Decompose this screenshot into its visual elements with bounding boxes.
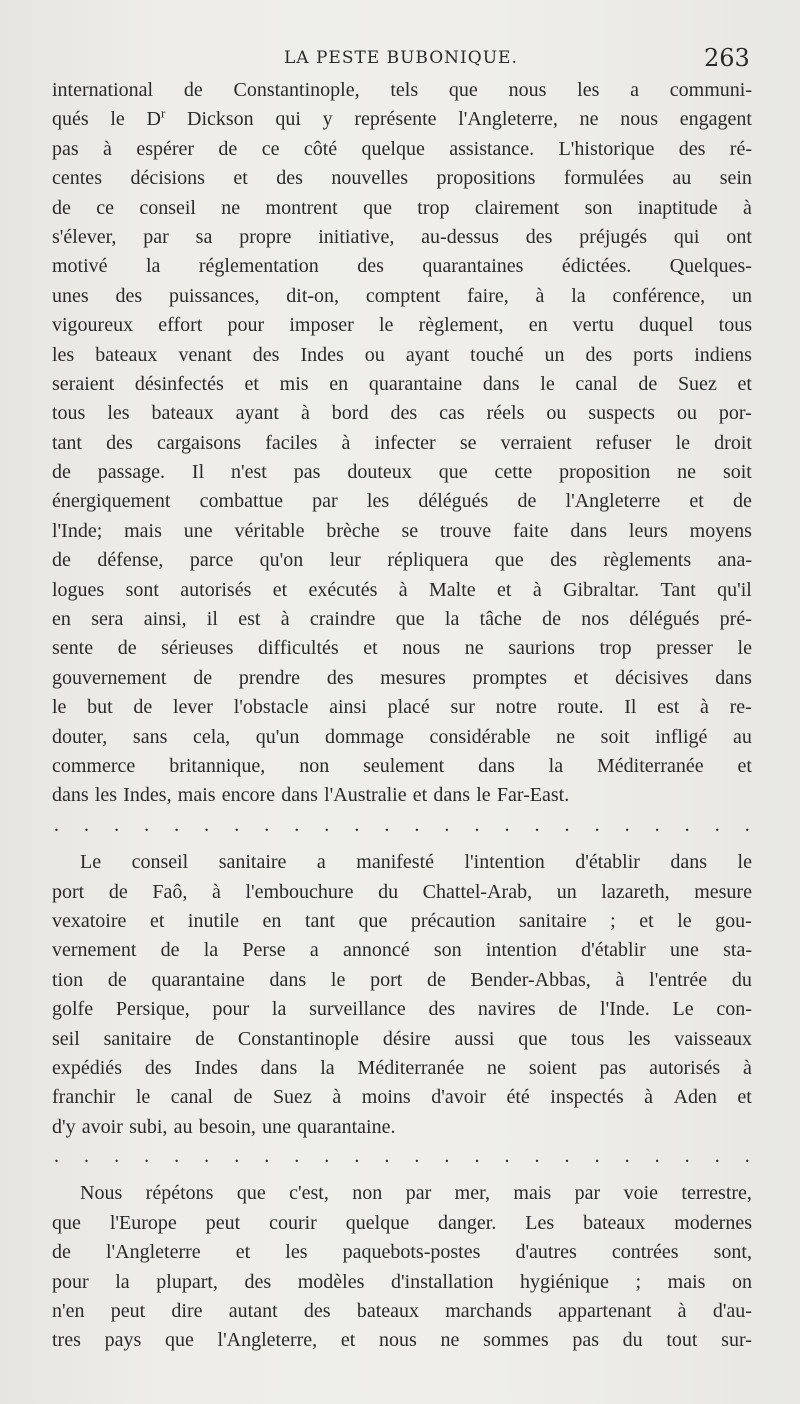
text-line: de ce conseil ne montrent que trop clairement son inaptitude à — [52, 196, 752, 219]
separator-dots-2: . . . . . . . . . . . . . . . . . . . . . . . . — [54, 1145, 750, 1168]
text-line: douter, sans cela, qu'un dommage considérable ne soit infligé au — [52, 725, 752, 748]
paragraph-1 — [52, 76, 752, 811]
text-line: vernement de la Perse a annoncé son intention d'établir une sta- — [52, 939, 752, 962]
running-title: LA PESTE BUBONIQUE. — [284, 48, 518, 68]
text-line: en sera ainsi, il est à craindre que la tâche de nos délégués pré- — [52, 608, 752, 631]
text-line: d'y avoir subi, au besoin, une quarantaine. — [52, 1115, 396, 1138]
text-line: énergiquement combattue par les délégués de l'Angleterre et de — [52, 490, 752, 513]
text-line: de l'Angleterre et les paquebots-postes d'autres contrées sont, — [52, 1241, 752, 1264]
text-line: franchir le canal de Suez à moins d'avoir été inspectés à Aden et — [52, 1086, 752, 1109]
text-line: pas à espérer de ce côté quelque assistance. L'historique des ré- — [52, 137, 752, 160]
text-line: de passage. Il n'est pas douteux que cette proposition ne soit — [52, 461, 752, 484]
body-text — [52, 76, 752, 1356]
text-line: tion de quarantaine dans le port de Bender-Abbas, à l'entrée du — [52, 968, 752, 991]
text-line: seraient désinfectés et mis en quarantaine dans le canal de Suez et — [52, 372, 752, 395]
text-line: sente de sérieuses difficultés et nous ne saurions trop presser le — [52, 637, 752, 660]
text-line: tant des cargaisons faciles à infecter se verraient refuser le droit — [52, 431, 752, 454]
text-line: vexatoire et inutile en tant que précaution sanitaire ; et le gou- — [52, 909, 752, 932]
text-line: tres pays que l'Angleterre, et nous ne sommes pas du tout sur- — [52, 1329, 752, 1352]
text-line: l'Inde; mais une véritable brèche se trouve faite dans leurs moyens — [52, 519, 752, 542]
text-line: centes décisions et des nouvelles propositions formulées au sein — [52, 167, 752, 190]
text-line: commerce britannique, non seulement dans la Méditerranée et — [52, 754, 752, 777]
text-line: de défense, parce qu'on leur répliquera que des règlements ana- — [52, 549, 752, 572]
text-line: gouvernement de prendre des mesures promptes et décisives dans — [52, 666, 752, 689]
text-line: logues sont autorisés et exécutés à Malte et à Gibraltar. Tant qu'il — [52, 578, 752, 601]
page-header — [0, 44, 800, 74]
text-line: port de Faô, à l'embouchure du Chattel-Arab, un lazareth, mesure — [52, 880, 752, 903]
text-line: n'en peut dire autant des bateaux marchands appartenant à d'au- — [52, 1300, 752, 1323]
separator-dots-1: . . . . . . . . . . . . . . . . . . . . . . . . — [54, 813, 750, 836]
text-line: que l'Europe peut courir quelque danger. Les bateaux modernes — [52, 1211, 752, 1234]
text-line: seil sanitaire de Constantinople désire aussi que tous les vaisseaux — [52, 1027, 752, 1050]
text-line: unes des puissances, dit-on, comptent faire, à la conférence, un — [52, 284, 752, 307]
text-line: s'élever, par sa propre initiative, au-dessus des préjugés qui ont — [52, 225, 752, 248]
text-line: Nous répétons que c'est, non par mer, mais par voie terrestre, — [80, 1182, 752, 1205]
text-line: motivé la réglementation des quarantaines édictées. Quelques- — [52, 255, 752, 278]
text-line: golfe Persique, pour la surveillance des navires de l'Inde. Le con- — [52, 998, 752, 1021]
text-line: Le conseil sanitaire a manifesté l'intention d'établir dans le — [80, 851, 752, 874]
text-line: qués le $D^r$ Dickson qui y représente l'Angleterre, ne nous engagent — [52, 105, 752, 131]
text-line: pour la plupart, des modèles d'installation hygiénique ; mais on — [52, 1270, 752, 1293]
text-line: les bateaux venant des Indes ou ayant touché un des ports indiens — [52, 343, 752, 366]
page-number: 263 — [704, 44, 750, 72]
paragraph-3 — [52, 1179, 752, 1355]
text-line: expédiés des Indes dans la Méditerranée ne soient pas autorisés à — [52, 1056, 752, 1079]
text-line: dans les Indes, mais encore dans l'Australie et dans le Far-East. — [52, 784, 570, 807]
text-line: international de Constantinople, tels que nous les a communi- — [52, 79, 752, 101]
text-line: le but de lever l'obstacle ainsi placé sur notre route. Il est à re- — [52, 696, 752, 719]
text-line: tous les bateaux ayant à bord des cas réels ou suspects ou por- — [52, 402, 752, 425]
paragraph-2 — [52, 848, 752, 1142]
text-line: vigoureux effort pour imposer le règlement, en vertu duquel tous — [52, 314, 752, 337]
